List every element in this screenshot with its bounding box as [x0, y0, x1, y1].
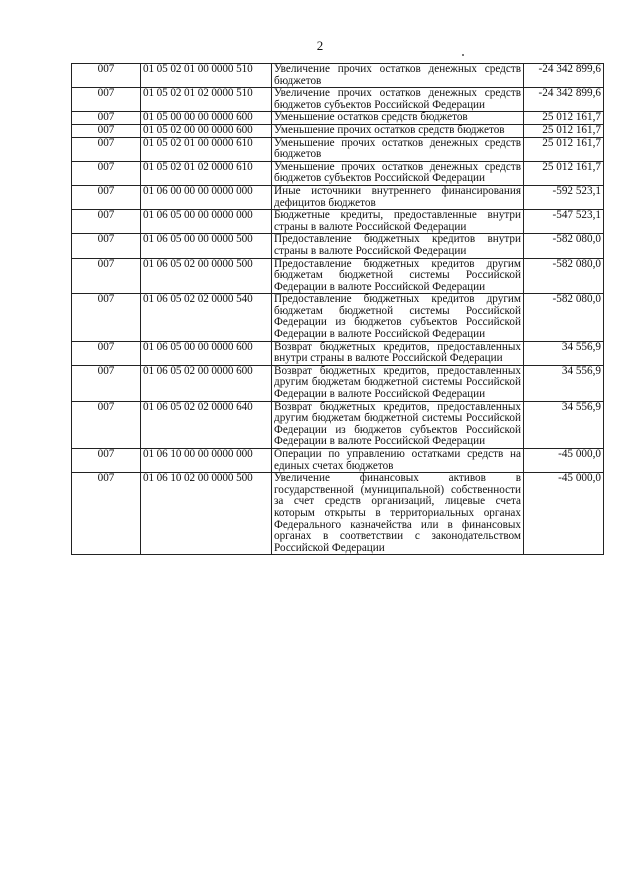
table-row: [72, 185, 604, 209]
admin-code-cell: 007: [72, 210, 141, 234]
classification-code-cell: 01 06 05 00 00 0000 600: [141, 341, 272, 365]
amount-cell: -582 080,0: [524, 234, 604, 258]
table-row: [72, 341, 604, 365]
source-name-cell: Уменьшение прочих остатков денежных средств бюджетов: [272, 137, 524, 161]
amount-cell: -24 342 899,6: [524, 64, 604, 88]
admin-code-cell: 007: [72, 161, 141, 185]
source-name-cell: Увеличение прочих остатков денежных средств бюджетов субъектов Российской Федерации: [272, 88, 524, 112]
source-name-cell: Увеличение прочих остатков денежных средств бюджетов: [272, 64, 524, 88]
amount-cell: -45 000,0: [524, 449, 604, 473]
source-name-cell: Предоставление бюджетных кредитов внутри страны в валюте Российской Федерации: [272, 234, 524, 258]
classification-code-cell: 01 06 10 00 00 0000 000: [141, 449, 272, 473]
table-row: [72, 137, 604, 161]
source-name-cell: Операции по управлению остатками средств на единых счетах бюджетов: [272, 449, 524, 473]
admin-code-cell: 007: [72, 449, 141, 473]
table-row: [72, 124, 604, 137]
admin-code-cell: 007: [72, 341, 141, 365]
admin-code-cell: 007: [72, 64, 141, 88]
source-name-cell: Предоставление бюджетных кредитов другим бюджетам бюджетной системы Российской Федерации в валюте Российской Федерации: [272, 258, 524, 294]
admin-code-cell: 007: [72, 365, 141, 401]
budget-sources-table: [71, 63, 604, 555]
source-name-cell: Бюджетные кредиты, предоставленные внутри страны в валюте Российской Федерации: [272, 210, 524, 234]
table-row: [72, 64, 604, 88]
classification-code-cell: 01 06 05 02 02 0000 640: [141, 401, 272, 448]
amount-cell: -592 523,1: [524, 185, 604, 209]
scan-speck: [462, 54, 464, 56]
admin-code-cell: 007: [72, 137, 141, 161]
classification-code-cell: 01 05 02 01 02 0000 510: [141, 88, 272, 112]
amount-cell: 34 556,9: [524, 365, 604, 401]
amount-cell: -582 080,0: [524, 258, 604, 294]
table-row: [72, 258, 604, 294]
amount-cell: 25 012 161,7: [524, 124, 604, 137]
amount-cell: -547 523,1: [524, 210, 604, 234]
amount-cell: 25 012 161,7: [524, 137, 604, 161]
admin-code-cell: 007: [72, 294, 141, 341]
table-row: [72, 234, 604, 258]
source-name-cell: Предоставление бюджетных кредитов другим бюджетам бюджетной системы Российской Федерации из бюджетов субъектов Российской Федерации в валюте Российской Федерации: [272, 294, 524, 341]
classification-code-cell: 01 05 00 00 00 0000 600: [141, 112, 272, 125]
source-name-cell: Возврат бюджетных кредитов, предоставленных другим бюджетам бюджетной системы Российской Федерации из бюджетов субъектов Российской Федерации в валюте Российской Федерации: [272, 401, 524, 448]
amount-cell: 25 012 161,7: [524, 112, 604, 125]
page-number: 2: [316, 38, 324, 53]
source-name-cell: Увеличение финансовых активов в государственной (муниципальной) собственности за счет средств организаций, лицевые счета которым открыты в территориальных органах Федерального казначейства или в финансовых органах в соответствии с законодательством Российской Федерации: [272, 473, 524, 555]
amount-cell: 34 556,9: [524, 341, 604, 365]
table-row: [72, 473, 604, 555]
classification-code-cell: 01 06 00 00 00 0000 000: [141, 185, 272, 209]
source-name-cell: Возврат бюджетных кредитов, предоставленных другим бюджетам бюджетной системы Российской Федерации в валюте Российской Федерации: [272, 365, 524, 401]
source-name-cell: Возврат бюджетных кредитов, предоставленных внутри страны в валюте Российской Федерации: [272, 341, 524, 365]
table-body: [72, 64, 604, 555]
classification-code-cell: 01 05 02 01 02 0000 610: [141, 161, 272, 185]
admin-code-cell: 007: [72, 185, 141, 209]
admin-code-cell: 007: [72, 112, 141, 125]
admin-code-cell: 007: [72, 401, 141, 448]
admin-code-cell: 007: [72, 234, 141, 258]
table-row: [72, 365, 604, 401]
amount-cell: -582 080,0: [524, 294, 604, 341]
table-row: [72, 210, 604, 234]
admin-code-cell: 007: [72, 88, 141, 112]
admin-code-cell: 007: [72, 258, 141, 294]
source-name-cell: Иные источники внутреннего финансирования дефицитов бюджетов: [272, 185, 524, 209]
table-row: [72, 88, 604, 112]
classification-code-cell: 01 06 05 00 00 0000 000: [141, 210, 272, 234]
classification-code-cell: 01 05 02 01 00 0000 510: [141, 64, 272, 88]
classification-code-cell: 01 06 05 02 02 0000 540: [141, 294, 272, 341]
classification-code-cell: 01 06 05 02 00 0000 500: [141, 258, 272, 294]
classification-code-cell: 01 05 02 01 00 0000 610: [141, 137, 272, 161]
table-row: [72, 161, 604, 185]
classification-code-cell: 01 05 02 00 00 0000 600: [141, 124, 272, 137]
amount-cell: 34 556,9: [524, 401, 604, 448]
source-name-cell: Уменьшение прочих остатков средств бюджетов: [272, 124, 524, 137]
table-row: [72, 401, 604, 448]
classification-code-cell: 01 06 05 00 00 0000 500: [141, 234, 272, 258]
admin-code-cell: 007: [72, 473, 141, 555]
source-name-cell: Уменьшение прочих остатков денежных средств бюджетов субъектов Российской Федерации: [272, 161, 524, 185]
table-row: [72, 449, 604, 473]
amount-cell: 25 012 161,7: [524, 161, 604, 185]
table-row: [72, 112, 604, 125]
classification-code-cell: 01 06 10 02 00 0000 500: [141, 473, 272, 555]
source-name-cell: Уменьшение остатков средств бюджетов: [272, 112, 524, 125]
admin-code-cell: 007: [72, 124, 141, 137]
amount-cell: -45 000,0: [524, 473, 604, 555]
table-row: [72, 294, 604, 341]
classification-code-cell: 01 06 05 02 00 0000 600: [141, 365, 272, 401]
amount-cell: -24 342 899,6: [524, 88, 604, 112]
